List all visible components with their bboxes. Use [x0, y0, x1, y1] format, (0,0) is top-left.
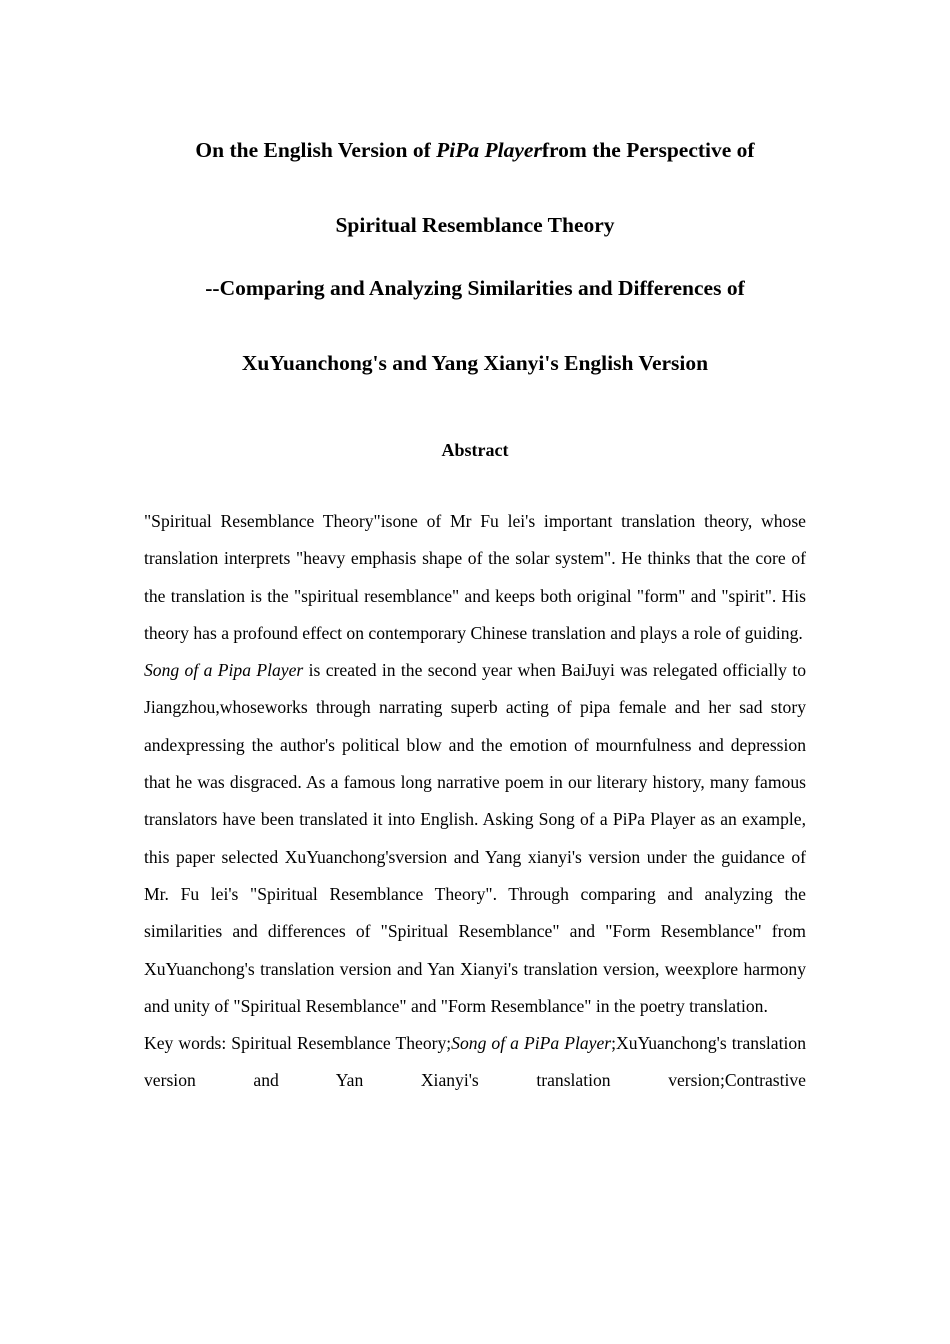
title-line-1 — [0, 136, 950, 164]
keywords-suffix: ;XuYuanchong's translation version and Yan Xianyi's translation version;Contrastive — [144, 1033, 806, 1091]
title-line-2: Spiritual Resemblance Theory — [335, 213, 615, 237]
keywords-italic: Song of a PiPa Player — [451, 1033, 612, 1054]
title-line-1-italic: PiPa Player — [436, 138, 542, 162]
abstract-paragraph-2 — [144, 652, 806, 1025]
abstract-paragraph-2-italic: Song of a Pipa Player — [144, 660, 304, 681]
abstract-paragraph-1: "Spiritual Resemblance Theory"isone of Mr Fu lei's important translation theory, whose translation interprets "heavy emphasis shape of the solar system". He thinks that the core of the translation is the "spiritual resemblance" and keeps both original "form" and "spirit". His theory has a profound effect on contemporary Chinese translation and plays a role of guiding. — [144, 511, 806, 643]
title-line-1-prefix: On the English Version of — [195, 138, 437, 162]
abstract-heading: Abstract — [441, 440, 509, 460]
subtitle-line-2: XuYuanchong's and Yang Xianyi's English Version — [241, 351, 709, 375]
title-line-1-suffix: from the Perspective of — [541, 138, 755, 162]
abstract-body — [144, 503, 806, 1100]
keywords-paragraph — [144, 1025, 806, 1100]
subtitle-line-1: --Comparing and Analyzing Similarities and Differences of — [205, 276, 745, 300]
abstract-paragraph-2-text: is created in the second year when BaiJuyi was relegated officially to Jiangzhou,whoseworks through narrating superb acting of pipa female and her sad story andexpressing the author's political blow and the emotion of mournfulness and depression that he was disgraced. As a famous long narrative poem in our literary history, many famous translators have been translated it into English. Asking Song of a PiPa Player as an example, this paper selected XuYuanchong'sversion and Yang xianyi's version under the guidance of Mr. Fu lei's "Spiritual Resemblance Theory". Through comparing and analyzing the similarities and differences of "Spiritual Resemblance" and "Form Resemblance" from XuYuanchong's translation version and Yan Xianyi's translation version, weexplore harmony and unity of "Spiritual Resemblance" and "Form Resemblance" in the poetry translation. — [144, 660, 807, 1016]
keywords-prefix: Key words: Spiritual Resemblance Theory; — [144, 1033, 452, 1054]
